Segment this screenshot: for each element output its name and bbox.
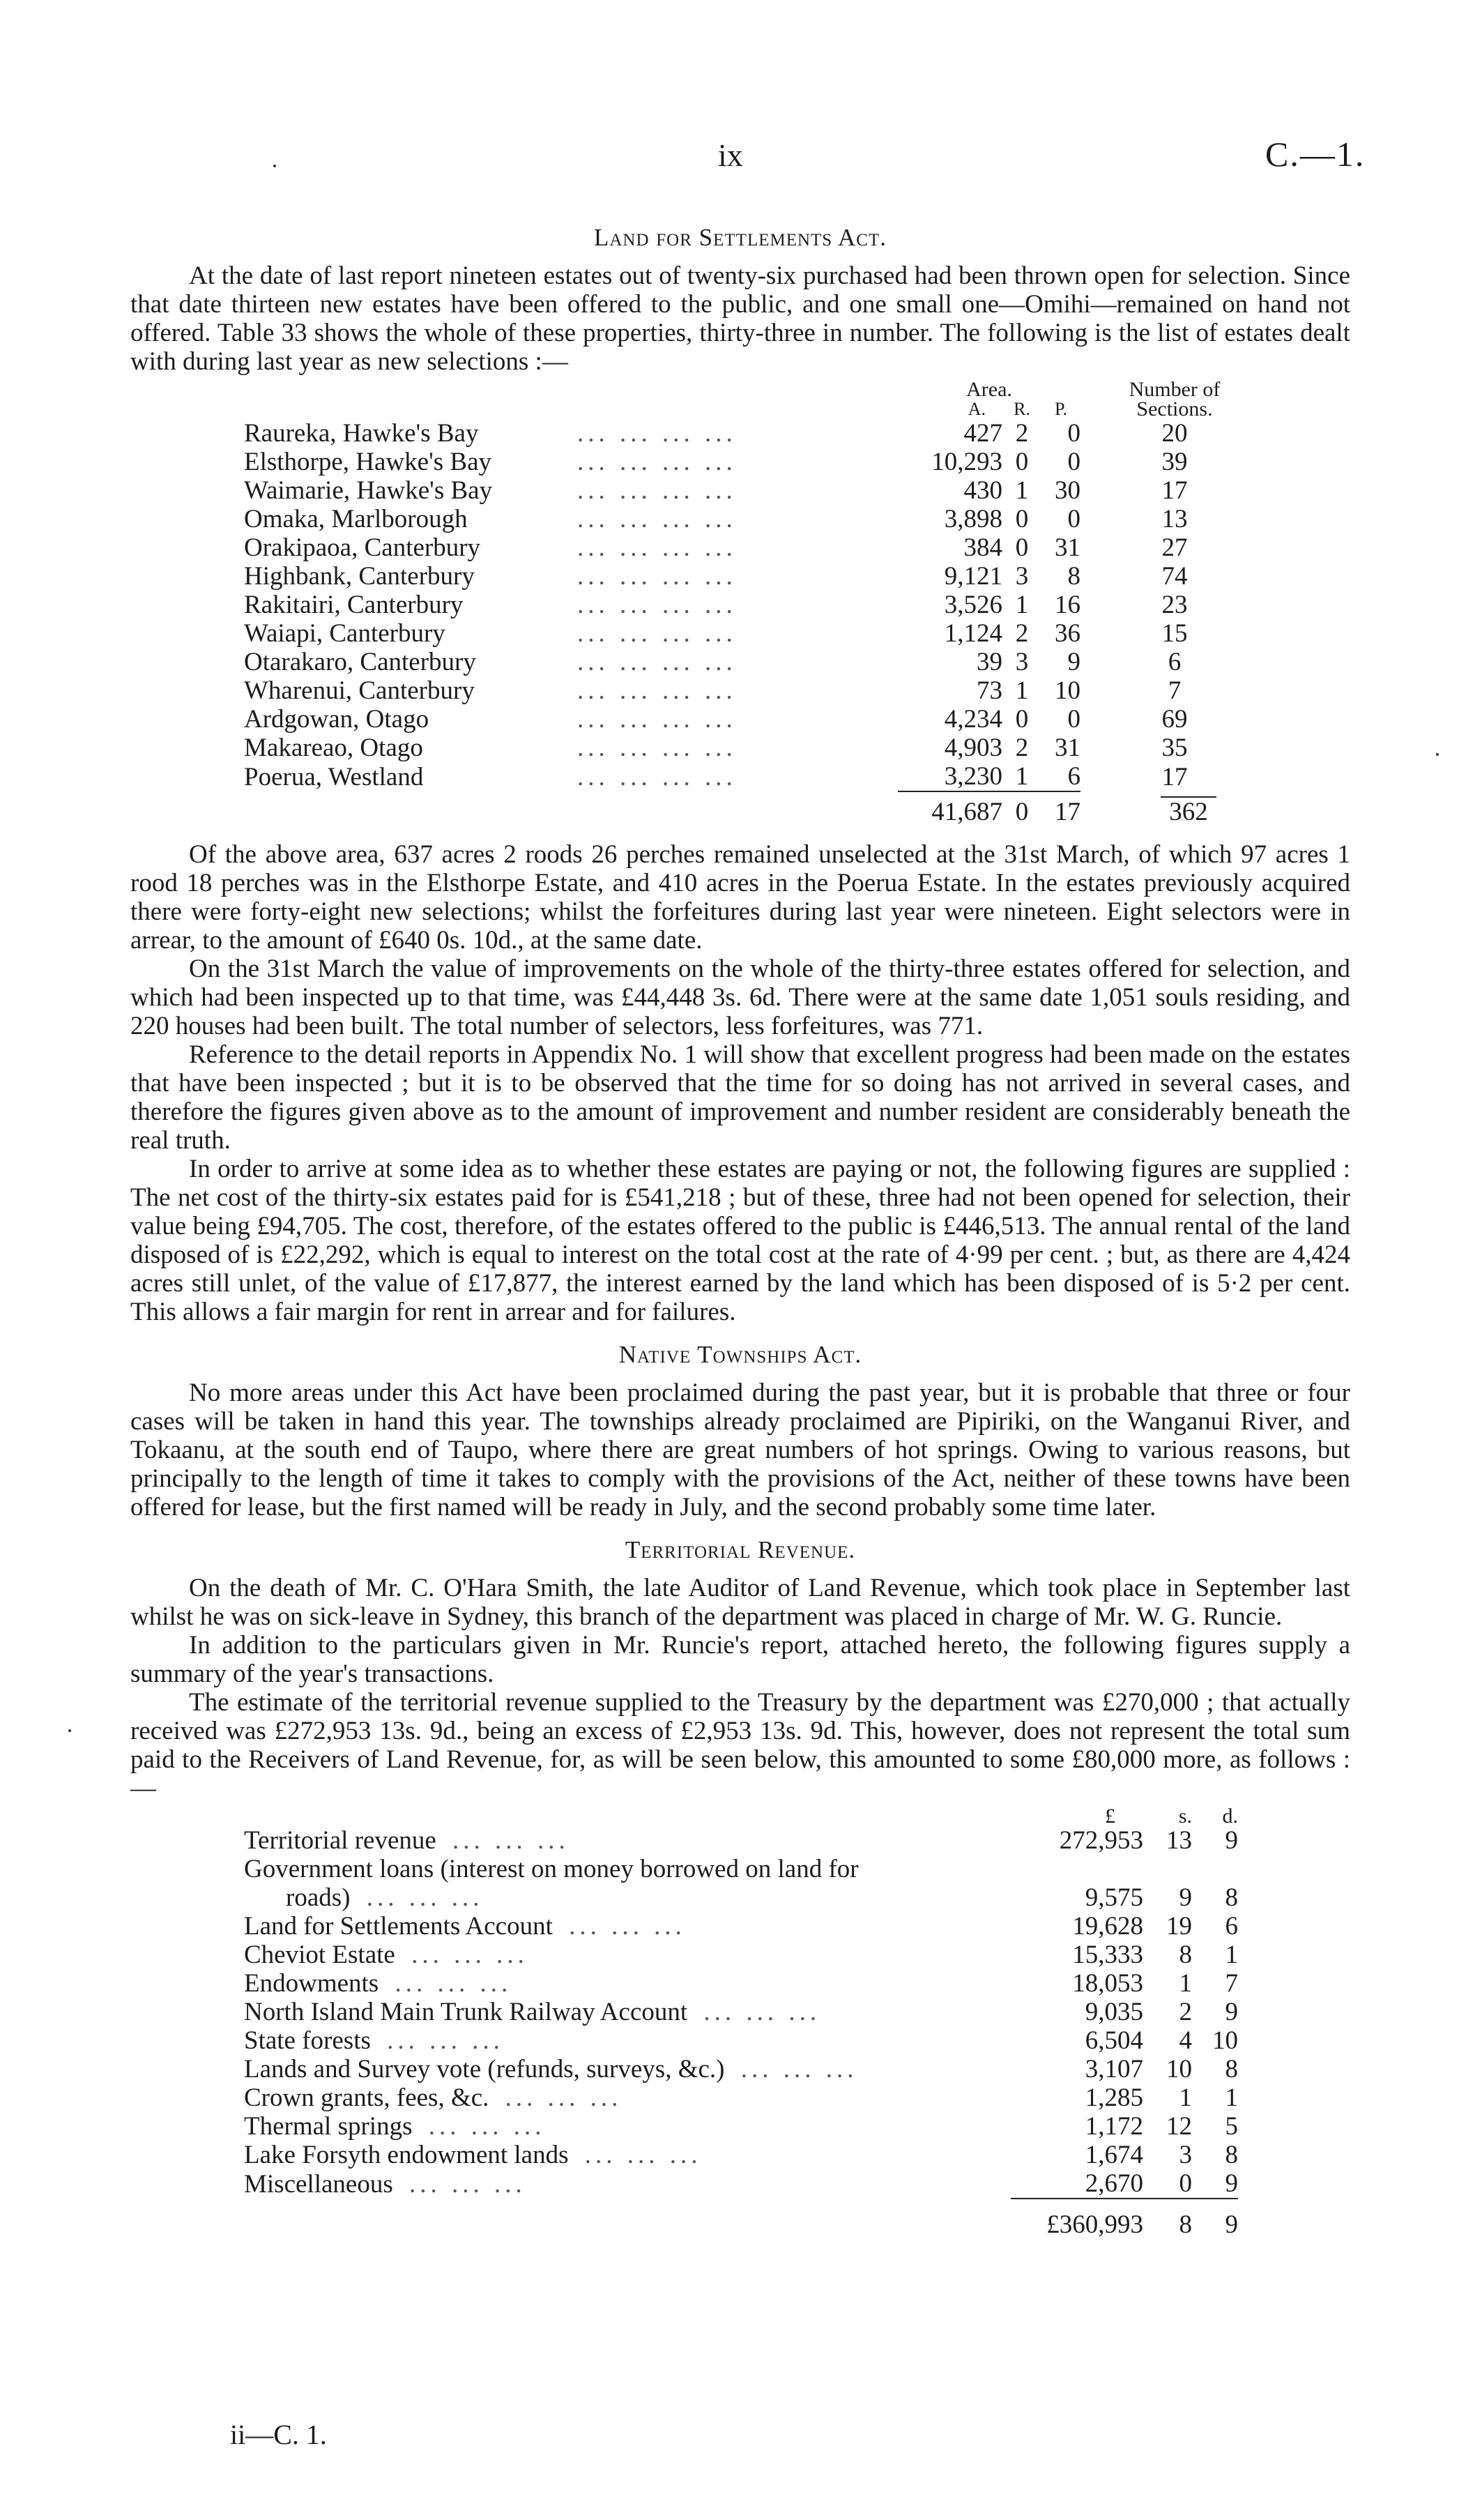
estate-row <box>244 448 1269 476</box>
estate-perches: 31 <box>1055 734 1080 762</box>
revenue-item <box>244 2112 1011 2141</box>
estate-name: Elsthorpe, Hawke's Bay <box>244 448 492 476</box>
leader-dots: ... ... ... <box>356 1883 484 1912</box>
revenue-shillings: 1 <box>1179 2083 1192 2112</box>
land-paragraph-2: On the 31st March the value of improvements on the whole of the thirty-three estates offered for selection, and which had been inspected up to that time, was £44,448 3s. 6d. There were at the same date 1,051 souls residing, and 220 houses had been built. The total number of selectors, less forfeitures, was 771. <box>130 955 1350 1040</box>
revenue-pence: 8 <box>1225 1883 1238 1912</box>
leader-dots: ... ... ... ... <box>577 448 737 476</box>
estate-roods: 2 <box>1015 619 1029 648</box>
revenue-item-label: Lake Forsyth endowment lands <box>244 2141 569 2169</box>
revenue-shillings: 3 <box>1179 2141 1192 2169</box>
estate-roods: 0 <box>1015 505 1029 533</box>
revenue-pence: 9 <box>1225 1826 1238 1855</box>
leader-dots: ... ... ... ... <box>577 419 737 448</box>
revenue-total-pence: 9 <box>1192 2199 1238 2239</box>
native-paragraph: No more areas under this Act have been proclaimed during the past year, but it is probable that three or four cases will be taken in hand this year. The townships already proclaimed are Pipiriki, on the Wanganui River, and Tokaanu, at the south end of Taupo, where there are great numbers of hot springs. Owing to various reasons, but principally to the length of time it takes to comply with the provisions of the Act, neither of these towns have been offered for lease, but the first named will be ready in July, and the second probably some time later. <box>130 1379 1350 1521</box>
revenue-item <box>244 2026 1011 2055</box>
revenue-pounds: 19,628 <box>1072 1912 1143 1941</box>
revenue-row <box>244 1826 1238 1855</box>
revenue-item-label: Land for Settlements Account <box>244 1912 553 1941</box>
speck-mark <box>273 165 276 167</box>
estate-row <box>244 619 1269 648</box>
estate-perches: 16 <box>1055 591 1080 619</box>
estate-row <box>244 419 1269 448</box>
revenue-pounds: 1,172 <box>1085 2112 1143 2141</box>
leader-dots: ... ... ... <box>574 2141 702 2169</box>
revenue-shillings: 13 <box>1166 1826 1192 1855</box>
unit-perches: P. <box>1054 399 1068 419</box>
estate-perches: 31 <box>1055 533 1080 562</box>
estate-roods: 0 <box>1015 533 1029 562</box>
revenue-item-label: Government loans (interest on money borrowed on land for <box>244 1855 859 1883</box>
revenue-pence: 9 <box>1225 1998 1238 2026</box>
revenue-pounds: 1,285 <box>1085 2083 1143 2112</box>
sections-header-2: Sections. <box>1136 397 1213 420</box>
revenue-pounds: 6,504 <box>1085 2026 1143 2055</box>
estate-row <box>244 734 1269 762</box>
estate-sections: 17 <box>1161 762 1188 791</box>
estate-roods: 0 <box>1015 448 1029 476</box>
leader-dots: ... ... ... <box>400 1941 528 1969</box>
estate-acres: 39 <box>977 648 1002 676</box>
estate-name: Makareao, Otago <box>244 734 423 762</box>
revenue-item <box>244 1826 1011 1855</box>
territorial-paragraph-2: In addition to the particulars given in Mr. Runcie's report, attached hereto, the following figures supply a summary of the year's transactions. <box>130 1631 1350 1688</box>
revenue-row <box>244 1855 1238 1883</box>
revenue-shillings: 2 <box>1179 1998 1192 2026</box>
speck-mark <box>1436 753 1439 756</box>
revenue-pence: 6 <box>1225 1912 1238 1941</box>
estate-name: Waiapi, Canterbury <box>244 619 445 648</box>
estate-name: Wharenui, Canterbury <box>244 676 475 705</box>
revenue-shillings: 8 <box>1179 1941 1192 1969</box>
territorial-paragraph-1: On the death of Mr. C. O'Hara Smith, the late Auditor of Land Revenue, which took place in September last whilst he was on sick-leave in Sydney, this branch of the department was placed in charge of Mr. W. G. Runcie. <box>130 1574 1350 1631</box>
estate-sections: 39 <box>1161 448 1188 476</box>
revenue-item <box>244 1912 1011 1941</box>
estate-perches: 8 <box>1067 562 1080 591</box>
leader-dots: ... ... ... <box>558 1912 686 1941</box>
estate-row <box>244 476 1269 505</box>
estate-sections: 17 <box>1161 476 1188 505</box>
estate-name: Orakipaoa, Canterbury <box>244 533 481 562</box>
land-paragraph-1: Of the above area, 637 acres 2 roods 26 perches remained unselected at the 31st March, of which 97 acres 1 rood 18 perches was in the Elsthorpe Estate, and 410 acres in the Poerua Estate. In the estates previously acquired there were forty-eight new selections; whilst the forfeitures during last year were nineteen. Eight selectors were in arrear, to the amount of £640 0s. 10d., at the same date. <box>130 840 1350 955</box>
leader-dots: ... ... ... <box>730 2055 858 2083</box>
estate-row <box>244 562 1269 591</box>
revenue-table <box>244 1807 1238 2239</box>
estate-acres: 9,121 <box>944 562 1002 591</box>
estate-perches: 36 <box>1055 619 1080 648</box>
revenue-total-shillings: 8 <box>1143 2199 1192 2239</box>
land-intro-paragraph: At the date of last report nineteen estates out of twenty-six purchased had been thrown open for selection. Since that date thirteen new estates have been offered to the public, and one small one—Omihi—remained on hand not offered. Table 33 shows the whole of these properties, thirty-three in number. The following is the list of estates dealt with during last year as new selections :— <box>130 261 1350 376</box>
estate-perches: 0 <box>1067 705 1080 734</box>
revenue-shillings: 19 <box>1166 1912 1192 1941</box>
page-content <box>130 209 1350 2239</box>
estate-sections: 20 <box>1161 419 1188 448</box>
revenue-item-label: Thermal springs <box>244 2112 413 2141</box>
leader-dots: ... ... ... ... <box>577 676 737 705</box>
revenue-total-pounds: £360,993 <box>1011 2199 1143 2239</box>
estate-perches: 6 <box>1067 762 1080 791</box>
revenue-row <box>244 1883 1238 1912</box>
revenue-item-label: roads) <box>286 1883 351 1912</box>
revenue-row <box>244 2112 1238 2141</box>
estates-table <box>244 380 1269 826</box>
revenue-item-label: Endowments <box>244 1969 379 1998</box>
revenue-row <box>244 2083 1238 2112</box>
revenue-item <box>244 1883 1011 1912</box>
revenue-row <box>244 1912 1238 1941</box>
estate-acres: 4,903 <box>944 734 1002 762</box>
revenue-pence: 1 <box>1225 2083 1238 2112</box>
estate-row <box>244 648 1269 676</box>
estate-sections: 35 <box>1161 734 1188 762</box>
revenue-item-label: Miscellaneous <box>244 2169 393 2199</box>
estate-acres: 4,234 <box>944 705 1002 734</box>
estate-acres: 3,230 <box>944 762 1002 791</box>
revenue-item-label: North Island Main Trunk Railway Account <box>244 1998 688 2026</box>
revenue-pence: 7 <box>1225 1969 1238 1998</box>
revenue-shillings: 12 <box>1166 2112 1192 2141</box>
revenue-pence: 8 <box>1225 2141 1238 2169</box>
leader-dots: ... ... ... <box>693 1998 821 2026</box>
revenue-shillings: 9 <box>1179 1883 1192 1912</box>
estate-sections: 13 <box>1161 505 1188 533</box>
revenue-item <box>244 1941 1011 1969</box>
estate-roods: 1 <box>1015 762 1029 791</box>
revenue-item-label: Cheviot Estate <box>244 1941 395 1969</box>
revenue-item <box>244 2169 1011 2199</box>
revenue-shillings <box>1143 1855 1192 1883</box>
revenue-pounds: 9,035 <box>1085 1998 1143 2026</box>
revenue-row <box>244 1998 1238 2026</box>
revenue-row <box>244 2055 1238 2083</box>
estate-roods: 2 <box>1015 419 1029 448</box>
estate-row <box>244 533 1269 562</box>
estate-perches: 9 <box>1067 648 1080 676</box>
territorial-section-heading: Territorial Revenue. <box>625 1536 856 1563</box>
leader-dots: ... ... ... ... <box>577 562 737 591</box>
estate-sections: 74 <box>1161 562 1188 591</box>
total-roods: 0 <box>1002 791 1041 826</box>
land-section-heading: Land for Settlements Act. <box>593 224 887 251</box>
estate-name: Ardgowan, Otago <box>244 705 429 734</box>
leader-dots: ... ... ... ... <box>577 591 737 619</box>
estate-acres: 73 <box>977 676 1002 705</box>
estate-acres: 427 <box>963 419 1002 448</box>
estate-row <box>244 505 1269 533</box>
estate-name: Waimarie, Hawke's Bay <box>244 476 493 505</box>
leader-dots: ... ... ... ... <box>577 533 737 562</box>
estate-perches: 0 <box>1067 419 1080 448</box>
revenue-pence: 5 <box>1225 2112 1238 2141</box>
leader-dots: ... ... ... <box>418 2112 546 2141</box>
leader-dots: ... ... ... <box>384 1969 512 1998</box>
revenue-pounds: 9,575 <box>1085 1883 1143 1912</box>
revenue-pence: 10 <box>1212 2026 1238 2055</box>
revenue-row <box>244 2026 1238 2055</box>
estate-acres: 430 <box>963 476 1002 505</box>
estate-row <box>244 591 1269 619</box>
land-paragraph-4: In order to arrive at some idea as to whether these estates are paying or not, the following figures are supplied : The net cost of the thirty-six estates paid for is £541,218 ; but of these, three had not been opened for selection, their value being £94,705. The cost, therefore, of the estates offered to the public is £446,513. The annual rental of the land disposed of is £22,292, which is equal to interest on the total cost at the rate of 4·99 per cent. ; but, as there are 4,424 acres still unlet, of the value of £17,877, the interest earned by the land which has been disposed of is 5·2 per cent. This allows a fair margin for rent in arrear and for failures. <box>130 1155 1350 1326</box>
estate-name: Raureka, Hawke's Bay <box>244 419 479 448</box>
estate-acres: 3,898 <box>944 505 1002 533</box>
estate-name: Omaka, Marlborough <box>244 505 468 533</box>
estate-name: Rakitairi, Canterbury <box>244 591 464 619</box>
speck-mark <box>68 1729 71 1732</box>
estate-roods: 1 <box>1015 591 1029 619</box>
estate-row <box>244 705 1269 734</box>
revenue-item <box>244 1855 1011 1883</box>
footer-signature: ii—C. 1. <box>230 2419 327 2450</box>
revenue-pounds: 15,333 <box>1072 1941 1143 1969</box>
revenue-pence: 9 <box>1225 2169 1238 2198</box>
area-header: Area. <box>966 378 1012 401</box>
revenue-row <box>244 1969 1238 1998</box>
estate-name: Highbank, Canterbury <box>244 562 475 591</box>
sections-header-1: Number of <box>1129 378 1221 401</box>
leader-dots: ... ... ... ... <box>577 476 737 505</box>
estate-roods: 0 <box>1015 705 1029 734</box>
total-acres: 41,687 <box>898 791 1002 826</box>
estate-roods: 1 <box>1015 676 1029 705</box>
estate-roods: 2 <box>1015 734 1029 762</box>
estate-acres: 1,124 <box>944 619 1002 648</box>
land-paragraph-3: Reference to the detail reports in Appendix No. 1 will show that excellent progress had been made on the estates that have been inspected ; but it is to be observed that the time for so doing has not arrived in several cases, and therefore the figures given above as to the amount of improvement and number resident are considerably beneath the real truth. <box>130 1040 1350 1155</box>
revenue-row <box>244 2169 1238 2199</box>
revenue-shillings: 0 <box>1179 2169 1192 2198</box>
revenue-pounds: 3,107 <box>1085 2055 1143 2083</box>
leader-dots: ... ... ... <box>376 2026 504 2055</box>
revenue-shillings: 1 <box>1179 1969 1192 1998</box>
estate-acres: 3,526 <box>944 591 1002 619</box>
page-number: ix <box>718 137 743 173</box>
revenue-item <box>244 2141 1011 2169</box>
total-sections: 362 <box>1161 796 1216 826</box>
revenue-pence <box>1192 1855 1238 1883</box>
revenue-item-label: Lands and Survey vote (refunds, surveys, &c.) <box>244 2055 725 2083</box>
revenue-item <box>244 2083 1011 2112</box>
estate-name: Otarakaro, Canterbury <box>244 648 476 676</box>
leader-dots: ... ... ... <box>398 2169 526 2199</box>
estate-acres: 10,293 <box>931 448 1002 476</box>
revenue-pounds: 272,953 <box>1059 1826 1143 1855</box>
revenue-shillings: 4 <box>1179 2026 1192 2055</box>
estate-perches: 0 <box>1067 505 1080 533</box>
revenue-pounds: 18,053 <box>1072 1969 1143 1998</box>
revenue-pounds: 1,674 <box>1085 2141 1143 2169</box>
revenue-item <box>244 1998 1011 2026</box>
leader-dots: ... ... ... ... <box>577 734 737 762</box>
revenue-pence: 1 <box>1225 1941 1238 1969</box>
revenue-item-label: Crown grants, fees, &c. <box>244 2083 489 2112</box>
territorial-paragraph-3: The estimate of the territorial revenue supplied to the Treasury by the department was £270,000 ; that actually received was £272,953 13s. 9d., being an excess of £2,953 13s. 9d. This, however, does not represent the total sum paid to the Receivers of Land Revenue, for, as will be seen below, this amounted to some £80,000 more, as follows :— <box>130 1688 1350 1802</box>
revenue-item-label: State forests <box>244 2026 371 2055</box>
estate-perches: 10 <box>1055 676 1080 705</box>
estate-acres: 384 <box>963 533 1002 562</box>
estate-roods: 3 <box>1015 648 1029 676</box>
revenue-pounds <box>1011 1855 1143 1883</box>
leader-dots: ... ... ... ... <box>577 505 737 533</box>
leader-dots: ... ... ... ... <box>577 648 737 676</box>
estate-sections: 7 <box>1168 676 1182 705</box>
total-perches: 17 <box>1041 791 1080 826</box>
revenue-pounds: 2,670 <box>1085 2169 1143 2198</box>
unit-pence: d. <box>1222 1805 1238 1828</box>
leader-dots: ... ... ... ... <box>577 705 737 734</box>
revenue-row <box>244 1941 1238 1969</box>
leader-dots: ... ... ... <box>494 2083 622 2112</box>
estate-sections: 23 <box>1161 591 1188 619</box>
revenue-shillings: 10 <box>1166 2055 1192 2083</box>
estate-row <box>244 676 1269 705</box>
revenue-item <box>244 2055 1011 2083</box>
estate-sections: 69 <box>1161 705 1188 734</box>
estate-name: Poerua, Westland <box>244 762 424 791</box>
revenue-item <box>244 1969 1011 1998</box>
estate-sections: 15 <box>1161 619 1188 648</box>
document-reference: C.—1. <box>1265 135 1366 174</box>
estate-perches: 0 <box>1067 448 1080 476</box>
estate-row <box>244 762 1269 791</box>
revenue-item-label: Territorial revenue <box>244 1826 436 1855</box>
estate-perches: 30 <box>1055 476 1080 505</box>
estate-sections: 27 <box>1161 533 1188 562</box>
estate-sections: 6 <box>1168 648 1182 676</box>
leader-dots: ... ... ... ... <box>577 762 737 791</box>
unit-acres: A. <box>968 399 986 419</box>
leader-dots: ... ... ... ... <box>577 619 737 648</box>
estate-roods: 3 <box>1015 562 1029 591</box>
estate-roods: 1 <box>1015 476 1029 505</box>
revenue-row <box>244 2141 1238 2169</box>
native-section-heading: Native Townships Act. <box>618 1341 862 1368</box>
unit-roods: R. <box>1014 399 1030 419</box>
revenue-pence: 8 <box>1225 2055 1238 2083</box>
leader-dots: ... ... ... <box>441 1826 570 1855</box>
unit-shillings: s. <box>1178 1805 1192 1828</box>
unit-pounds: £ <box>1105 1805 1115 1828</box>
